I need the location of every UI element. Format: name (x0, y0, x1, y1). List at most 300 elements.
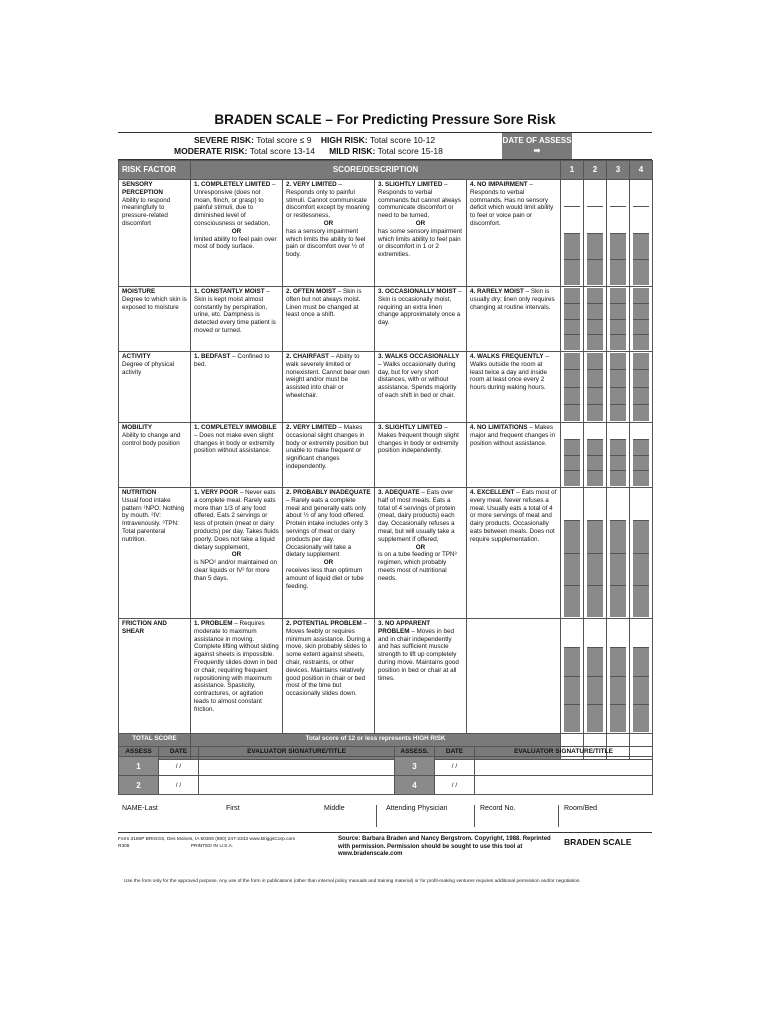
score-subcell[interactable] (610, 370, 626, 387)
option-text-alt: limited ability to feel pain over most of body surface. (194, 235, 277, 251)
score-entry-cell[interactable] (561, 287, 584, 352)
score-option-cell (283, 180, 375, 287)
score-subcell[interactable] (587, 456, 603, 472)
severe-label: SEVERE RISK: (194, 135, 254, 145)
score-entry-cell[interactable] (561, 352, 584, 423)
score-subcell[interactable] (564, 705, 580, 732)
attending-physician-label: Attending Physician (386, 805, 448, 812)
risk-line-2 (174, 146, 443, 156)
score-subcell[interactable] (633, 335, 649, 350)
risk-factor-name: SENSORY PERCEPTION (122, 181, 163, 196)
option-title: 1. COMPLETELY LIMITED (194, 181, 271, 188)
option-text-alt: has some sensory impairment which limits ability to feel pain or discomfort in 1 or 2 extremities. (378, 227, 462, 259)
score-subcell[interactable] (610, 620, 626, 648)
middle-name-label: Middle (324, 805, 345, 812)
score-entry-cell[interactable] (561, 423, 584, 488)
usage-note: Use the form only for the approved purpose. Any use of the form in publications (other than internal policy manuals and training material) or for profit-making ventures requires additional permission and/or negotiation. (124, 879, 581, 884)
score-subcell[interactable] (633, 181, 649, 207)
form-info-line-2 (118, 844, 295, 851)
risk-factor-name: NUTRITION (122, 489, 157, 496)
option-title: 3. ADEQUATE (378, 489, 420, 496)
score-subcell[interactable] (633, 648, 649, 676)
score-entry-cell[interactable] (584, 180, 607, 287)
source-citation: Source: Barbara Braden and Nancy Bergstrom. Copyright, 1988. Reprinted with permission. Permission should be sought to use this tool at www.bradenscale.com (338, 836, 551, 857)
assess-number-3: 3 (395, 757, 435, 776)
score-subcell[interactable] (587, 489, 603, 521)
moderate-label: MODERATE RISK: (174, 146, 248, 156)
option-text: – Skin is usually dry; linen only requires changing at routine intervals. (470, 288, 555, 311)
score-subcell[interactable] (564, 304, 580, 320)
score-subcell[interactable] (587, 586, 603, 617)
option-text-alt: is NPO¹ and/or maintained on clear liquids or IV² for more than 5 days. (194, 559, 277, 582)
score-option-cell (283, 619, 375, 734)
score-entry-cell[interactable] (607, 180, 630, 287)
option-text: – Walks outside the room at least twice a day and inside room at least once every 2 hours during waking hours. (470, 353, 549, 392)
score-subcell[interactable] (587, 554, 603, 586)
record-no-label: Record No. (480, 805, 516, 812)
score-subcell[interactable] (587, 424, 603, 440)
or-label: OR (415, 219, 426, 227)
option-text: – Confined to bed. (194, 353, 270, 368)
score-subgrid (610, 489, 626, 617)
score-entry-cell[interactable] (630, 180, 653, 287)
score-entry-cell[interactable] (561, 488, 584, 619)
total-score-text: Total score of 12 or less represents HIGH RISK (191, 734, 561, 760)
score-subgrid (564, 353, 580, 421)
option-text: – Eats most of every meal. Never refuses a meal. Usually eats a total of 4 or more servings of meat and dairy products. Occasionally eats between meals. Does not require supplementation. (470, 489, 557, 543)
score-subgrid (587, 288, 603, 350)
score-subcell[interactable] (610, 320, 626, 336)
score-subcell[interactable] (610, 586, 626, 617)
score-subcell[interactable] (587, 521, 603, 553)
score-subgrid (564, 620, 580, 732)
or-label: OR (231, 551, 242, 559)
high-label: HIGH RISK: (320, 135, 368, 145)
score-subcell[interactable] (633, 471, 649, 486)
score-entry-cell[interactable] (607, 352, 630, 423)
score-option-cell (191, 423, 283, 488)
option-title: 3. NO APPARENT PROBLEM (378, 620, 431, 635)
score-subgrid (587, 489, 603, 617)
table-row (119, 619, 653, 734)
date-header: DATE (159, 747, 199, 757)
braden-table (118, 160, 653, 760)
or-label: OR (323, 219, 334, 227)
score-subcell[interactable] (564, 620, 580, 648)
option-text-alt: is on a tube feeding or TPN³ regimen, which probably meets most of nutritional needs. (378, 551, 457, 582)
option-title: 3. OCCASIONALLY MOIST (378, 288, 457, 295)
score-subcell[interactable] (610, 260, 626, 285)
date-field-2[interactable]: / / (159, 776, 199, 795)
score-subcell[interactable] (587, 288, 603, 304)
assess-col-3: 3 (607, 161, 630, 180)
score-subcell[interactable] (633, 304, 649, 320)
score-subcell[interactable] (633, 521, 649, 553)
risk-factor-name: FRICTION AND SHEAR (122, 620, 167, 635)
room-bed-label: Room/Bed (564, 805, 598, 812)
table-row (119, 352, 653, 423)
score-subcell[interactable] (564, 471, 580, 486)
score-subcell[interactable] (587, 304, 603, 320)
score-option-cell (467, 352, 561, 423)
score-subcell[interactable] (564, 288, 580, 304)
score-subcell[interactable] (564, 234, 580, 260)
option-title: 1. CONSTANTLY MOIST (194, 288, 265, 295)
score-subcell[interactable] (564, 586, 580, 617)
score-subcell[interactable] (564, 648, 580, 676)
option-text: – Skin is occasionally moist, requiring an extra linen change approximately once a day. (378, 288, 462, 327)
score-option-cell (375, 619, 467, 734)
option-text: – Makes occasional slight changes in body or extremity position but unable to make frequent or significant changes independently. (286, 424, 369, 470)
signature-table (118, 746, 653, 795)
score-option-cell (283, 352, 375, 423)
score-subcell[interactable] (564, 405, 580, 421)
score-subcell[interactable] (610, 648, 626, 676)
total-score-label: TOTAL SCORE (119, 734, 191, 760)
signature-row-2 (119, 776, 653, 795)
score-subgrid (564, 424, 580, 486)
option-title: 4. NO LIMITATIONS (470, 424, 528, 431)
score-option-cell (191, 488, 283, 619)
score-option-cell (375, 352, 467, 423)
footer (118, 832, 652, 861)
risk-factor-name: MOISTURE (122, 288, 156, 295)
risk-factor-name: MOBILITY (122, 424, 153, 431)
score-subgrid (587, 620, 603, 732)
option-title: 2. VERY LIMITED (286, 424, 337, 431)
risk-factor-description: Degree to which skin is exposed to moisture (122, 295, 187, 311)
score-subgrid (610, 424, 626, 486)
score-subcell[interactable] (633, 353, 649, 370)
risk-line-1 (194, 135, 435, 145)
moderate-text: Total score 13-14 (249, 146, 315, 156)
risk-factor-cell (119, 423, 191, 488)
score-option-cell (283, 488, 375, 619)
date-field-1[interactable]: / / (159, 757, 199, 776)
option-text: – Unresponsive (does not moan, flinch, or grasp) to painful stimuli, due to diminished level of consciousness or sedation, (194, 181, 276, 227)
score-entry-cell[interactable] (630, 423, 653, 488)
date-field-3[interactable]: / / (435, 757, 475, 776)
table-row (119, 488, 653, 619)
score-subcell[interactable] (587, 440, 603, 456)
score-subcell[interactable] (610, 405, 626, 421)
score-subgrid (610, 288, 626, 350)
table-header (119, 161, 653, 180)
score-subcell[interactable] (633, 424, 649, 440)
score-option-cell (467, 488, 561, 619)
option-text: – Ability to walk severely limited or nonexistent. Cannot bear own weight and/or must be assisted into chair or wheelchair. (286, 353, 370, 399)
assess-col-4: 4 (630, 161, 653, 180)
divider (474, 805, 475, 827)
score-subcell[interactable] (564, 320, 580, 336)
high-text: Total score 10-12 (369, 135, 436, 145)
option-text-alt: has a sensory impairment which limits the ability to feel pain or discomfort over ½ of body. (286, 227, 366, 259)
score-subcell[interactable] (610, 705, 626, 732)
score-subcell[interactable] (587, 370, 603, 387)
score-entry-cell[interactable] (607, 287, 630, 352)
score-subcell[interactable] (587, 181, 603, 207)
score-subcell[interactable] (633, 320, 649, 336)
score-subcell[interactable] (587, 335, 603, 350)
mild-text: Total score 15-18 (377, 146, 443, 156)
score-entry-cell[interactable] (584, 488, 607, 619)
risk-factor-header: RISK FACTOR (119, 161, 191, 180)
option-title: 1. BEDFAST (194, 353, 231, 360)
table-row (119, 423, 653, 488)
option-text: – Never eats a complete meal. Rarely eats more than 1/3 of any food offered. Eats 2 servings or less of protein (meat or dairy products) per day. Takes fluids poorly. Does not take a liquid dietary supplement, (194, 489, 279, 551)
score-subcell[interactable] (633, 456, 649, 472)
score-subcell[interactable] (610, 677, 626, 705)
option-title: 4. NO IMPAIRMENT (470, 181, 528, 188)
score-subcell[interactable] (633, 440, 649, 456)
score-option-cell (191, 619, 283, 734)
score-subgrid (587, 424, 603, 486)
score-subgrid (564, 288, 580, 350)
score-subcell[interactable] (633, 489, 649, 521)
option-title: 3. SLIGHTLY LIMITED (378, 181, 443, 188)
assess-col-2: 2 (584, 161, 607, 180)
signature-field-1[interactable] (199, 757, 395, 776)
patient-name-row[interactable] (118, 805, 652, 829)
score-subcell[interactable] (610, 207, 626, 233)
score-subgrid (610, 353, 626, 421)
brand-label: BRADEN SCALE (564, 837, 632, 847)
score-option-cell (375, 488, 467, 619)
option-title: 4. EXCELLENT (470, 489, 515, 496)
form-title: BRADEN SCALE – For Predicting Pressure Sore Risk (214, 112, 556, 127)
score-subcell[interactable] (587, 405, 603, 421)
score-subcell[interactable] (587, 471, 603, 486)
score-option-cell (191, 287, 283, 352)
score-option-cell (467, 619, 561, 734)
assess-number-4: 4 (395, 776, 435, 795)
score-subcell[interactable] (564, 207, 580, 233)
score-subcell[interactable] (610, 489, 626, 521)
option-title: 1. COMPLETELY IMMOBILE (194, 424, 277, 431)
signature-row-1 (119, 757, 653, 776)
score-subcell[interactable] (610, 335, 626, 350)
score-entry-cell[interactable] (607, 488, 630, 619)
score-subcell[interactable] (564, 521, 580, 553)
option-text: – Walks occasionally during day, but for very short distances, with or without assistance. Spends majority of each shift in bed or chair. (378, 360, 457, 399)
assess-number-1: 1 (119, 757, 159, 776)
score-subcell[interactable] (610, 304, 626, 320)
score-subcell[interactable] (587, 677, 603, 705)
score-subcell[interactable] (587, 620, 603, 648)
table-row (119, 287, 653, 352)
risk-factor-name: ACTIVITY (122, 353, 151, 360)
risk-factor-cell (119, 619, 191, 734)
signature-field-4[interactable] (475, 776, 653, 795)
evaluator-header: EVALUATOR SIGNATURE/TITLE (199, 747, 395, 757)
score-subcell[interactable] (633, 677, 649, 705)
score-subgrid (633, 424, 649, 486)
score-subcell[interactable] (587, 648, 603, 676)
option-title: 2. OFTEN MOIST (286, 288, 337, 295)
score-subcell[interactable] (587, 260, 603, 285)
first-name-label: First (226, 805, 240, 812)
option-text: – Makes major and frequent changes in position without assistance. (470, 424, 556, 447)
score-subcell[interactable] (564, 554, 580, 586)
option-title: 4. RARELY MOIST (470, 288, 524, 295)
score-subgrid (564, 489, 580, 617)
score-subcell[interactable] (633, 586, 649, 617)
score-subgrid (587, 181, 603, 285)
score-subcell[interactable] (564, 181, 580, 207)
score-subgrid (587, 353, 603, 421)
score-subcell[interactable] (633, 405, 649, 421)
score-entry-cell[interactable] (584, 352, 607, 423)
table-row (119, 180, 653, 287)
option-text: – Responds to verbal commands. Has no sensory deficit which would limit ability to feel or voice pain or discomfort. (470, 181, 554, 227)
or-label: OR (323, 559, 334, 567)
score-entry-cell[interactable] (584, 619, 607, 734)
option-text: – Requires moderate to maximum assistance in moving. Complete lifting without sliding against sheets is impossible. Frequently slides down in bed or chair, requiring frequent repositioning with maximum assistance. Spasticity, contractures, or agitation leads to almost constant friction. (194, 620, 279, 713)
option-text: – Eats over half of most meals. Eats a total of 4 servings of protein (meat, dairy products) each day. Occasionally refuses a meal, but will usually take a supplement if offered, (378, 489, 456, 543)
form-info (118, 837, 295, 850)
score-subcell[interactable] (564, 440, 580, 456)
score-description-header: SCORE/DESCRIPTION (191, 161, 561, 180)
score-subcell[interactable] (564, 353, 580, 370)
name-last-label: NAME-Last (122, 805, 158, 812)
score-subcell[interactable] (633, 207, 649, 233)
score-subgrid (610, 620, 626, 732)
score-subcell[interactable] (587, 234, 603, 260)
score-option-cell (467, 180, 561, 287)
score-subgrid (633, 489, 649, 617)
score-subcell[interactable] (564, 489, 580, 521)
or-label: OR (415, 543, 426, 551)
score-subcell[interactable] (587, 320, 603, 336)
score-entry-cell[interactable] (561, 180, 584, 287)
severe-text: Total score ≤ 9 (256, 135, 312, 145)
score-entry-cell[interactable] (584, 287, 607, 352)
evaluator-header-2: EVALUATOR SIGNATURE/TITLE (475, 747, 653, 757)
score-option-cell (467, 423, 561, 488)
score-option-cell (467, 287, 561, 352)
score-subgrid (633, 620, 649, 732)
score-subcell[interactable] (633, 288, 649, 304)
score-subcell[interactable] (587, 353, 603, 370)
score-subcell[interactable] (564, 370, 580, 387)
score-entry-cell[interactable] (630, 488, 653, 619)
score-entry-cell[interactable] (630, 352, 653, 423)
score-entry-cell[interactable] (607, 619, 630, 734)
assess-header: ASSESS (119, 747, 159, 757)
option-title: 4. WALKS FREQUENTLY (470, 353, 544, 360)
score-subcell[interactable] (564, 424, 580, 440)
option-text: – Responds to verbal commands but cannot always communicate discomfort or need to be turned, (378, 181, 461, 220)
option-text: – Responds only to painful stimuli. Cannot communicate discomfort except by moaning or restlessness, (286, 181, 370, 220)
risk-factor-cell (119, 488, 191, 619)
score-subcell[interactable] (564, 388, 580, 405)
divider (376, 805, 377, 827)
printed-in-usa: PRINTED IN U.S.A. (190, 843, 234, 849)
score-subcell[interactable] (633, 705, 649, 732)
score-subcell[interactable] (564, 456, 580, 472)
score-subcell[interactable] (610, 440, 626, 456)
score-subcell[interactable] (610, 353, 626, 370)
score-option-cell (191, 352, 283, 423)
score-subcell[interactable] (610, 471, 626, 486)
signature-field-2[interactable] (199, 776, 395, 795)
score-entry-cell[interactable] (630, 619, 653, 734)
score-option-cell (375, 287, 467, 352)
option-text: – Skin is kept moist almost constantly by perspiration, urine, etc. Dampness is detected every time patient is moved or turned. (194, 288, 276, 334)
score-subcell[interactable] (610, 456, 626, 472)
score-entry-cell[interactable] (630, 287, 653, 352)
option-title: 1. VERY POOR (194, 489, 239, 496)
score-subcell[interactable] (587, 705, 603, 732)
score-subcell[interactable] (587, 207, 603, 233)
score-subcell[interactable] (564, 335, 580, 350)
option-title: 2. VERY LIMITED (286, 181, 337, 188)
score-subcell[interactable] (633, 554, 649, 586)
score-subgrid (564, 181, 580, 285)
score-entry-cell[interactable] (561, 619, 584, 734)
score-subcell[interactable] (633, 620, 649, 648)
risk-factor-cell (119, 180, 191, 287)
assess-col-1: 1 (561, 161, 584, 180)
signature-field-3[interactable] (475, 757, 653, 776)
option-text: – Makes frequent though slight changes in body or extremity position independently. (378, 424, 459, 455)
assess-header-2: ASSESS. (395, 747, 435, 757)
option-title: 2. PROBABLY INADEQUATE (286, 489, 371, 496)
date-of-assess-label: DATE OF ASSESS ➡ (502, 133, 572, 159)
score-option-cell (283, 287, 375, 352)
score-subcell[interactable] (633, 370, 649, 387)
divider (558, 805, 559, 827)
mild-label: MILD RISK: (329, 146, 376, 156)
option-text: – Skin is often but not always moist. Linen must be changed at least once a shift. (286, 288, 362, 319)
score-subcell[interactable] (587, 388, 603, 405)
score-subcell[interactable] (610, 388, 626, 405)
score-option-cell (191, 180, 283, 287)
score-subcell[interactable] (610, 424, 626, 440)
risk-factor-description: Ability to change and control body position (122, 431, 181, 447)
score-subcell[interactable] (610, 288, 626, 304)
form-info-line-1: Form 3166P BRIGGS, Des Moines, IA 50306 (800) 247-2343 www.BriggsCorp.com (118, 837, 296, 842)
signature-header (119, 747, 653, 757)
score-option-cell (375, 423, 467, 488)
score-subcell[interactable] (610, 554, 626, 586)
date-field-4[interactable]: / / (435, 776, 475, 795)
score-subcell[interactable] (633, 388, 649, 405)
option-text: – Moves in bed and in chair independently and has sufficient muscle strength to lift up completely during move. Maintains good position in bed or chair at all times. (378, 627, 459, 682)
option-title: 2. POTENTIAL PROBLEM (286, 620, 362, 627)
form-number: R306 (118, 843, 130, 849)
or-label: OR (231, 227, 242, 235)
option-title: 3. SLIGHTLY LIMITED (378, 424, 443, 431)
score-subcell[interactable] (610, 181, 626, 207)
option-title: 1. PROBLEM (194, 620, 233, 627)
score-subcell[interactable] (610, 234, 626, 260)
score-option-cell (283, 423, 375, 488)
score-subcell[interactable] (610, 521, 626, 553)
score-subcell[interactable] (633, 234, 649, 260)
risk-levels (118, 132, 652, 160)
score-subgrid (610, 181, 626, 285)
score-subgrid (633, 181, 649, 285)
score-subcell[interactable] (564, 677, 580, 705)
score-entry-cell[interactable] (584, 423, 607, 488)
score-subcell[interactable] (633, 260, 649, 285)
score-entry-cell[interactable] (607, 423, 630, 488)
option-text-alt: receives less than optimum amount of liquid diet or tube feeding. (286, 566, 364, 590)
risk-factor-description: Degree of physical activity (122, 360, 175, 376)
score-subcell[interactable] (564, 260, 580, 285)
risk-factor-description: Ability to respond meaningfully to pressure-related discomfort (122, 196, 171, 227)
